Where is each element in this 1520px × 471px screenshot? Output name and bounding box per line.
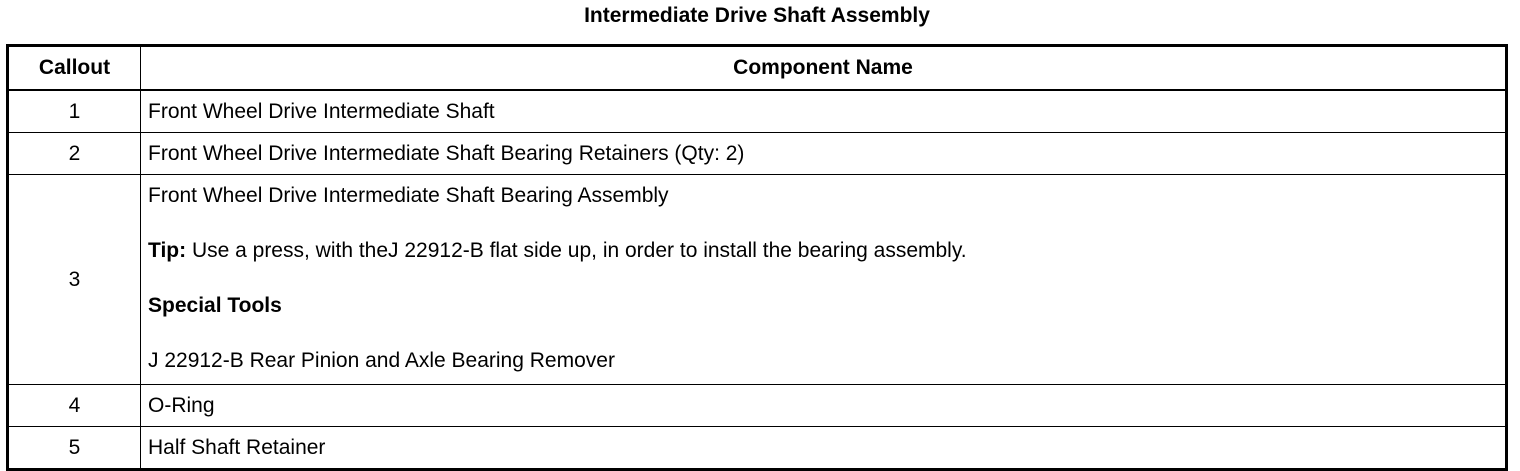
header-component-name: Component Name xyxy=(141,46,1507,91)
component-name: Front Wheel Drive Intermediate Shaft Bearing Assembly xyxy=(148,184,669,207)
callout-number: 2 xyxy=(8,133,141,175)
component-name: O-Ring xyxy=(141,385,1507,427)
component-name: Front Wheel Drive Intermediate Shaft xyxy=(141,90,1507,133)
callout-number: 3 xyxy=(8,175,141,385)
table-row xyxy=(8,385,1507,427)
component-detail-cell xyxy=(141,175,1507,385)
table-row xyxy=(8,427,1507,470)
tip-label: Tip: xyxy=(148,239,187,262)
tip-note xyxy=(148,238,1498,264)
callout-number: 5 xyxy=(8,427,141,470)
callout-number: 1 xyxy=(8,90,141,133)
table-row xyxy=(8,90,1507,133)
header-callout: Callout xyxy=(8,46,141,91)
components-table xyxy=(6,44,1508,471)
special-tool-item: J 22912-B Rear Pinion and Axle Bearing Remover xyxy=(148,349,615,372)
tip-text: Use a press, with theJ 22912-B flat side up, in order to install the bearing assembly. xyxy=(186,239,967,262)
callout-number: 4 xyxy=(8,385,141,427)
table-row xyxy=(8,175,1507,385)
table-row xyxy=(8,133,1507,175)
component-name: Front Wheel Drive Intermediate Shaft Bearing Retainers (Qty: 2) xyxy=(141,133,1507,175)
page-title: Intermediate Drive Shaft Assembly xyxy=(584,4,930,27)
component-name: Half Shaft Retainer xyxy=(141,427,1507,470)
table-header-row xyxy=(8,46,1507,91)
special-tools-heading: Special Tools xyxy=(148,294,282,317)
